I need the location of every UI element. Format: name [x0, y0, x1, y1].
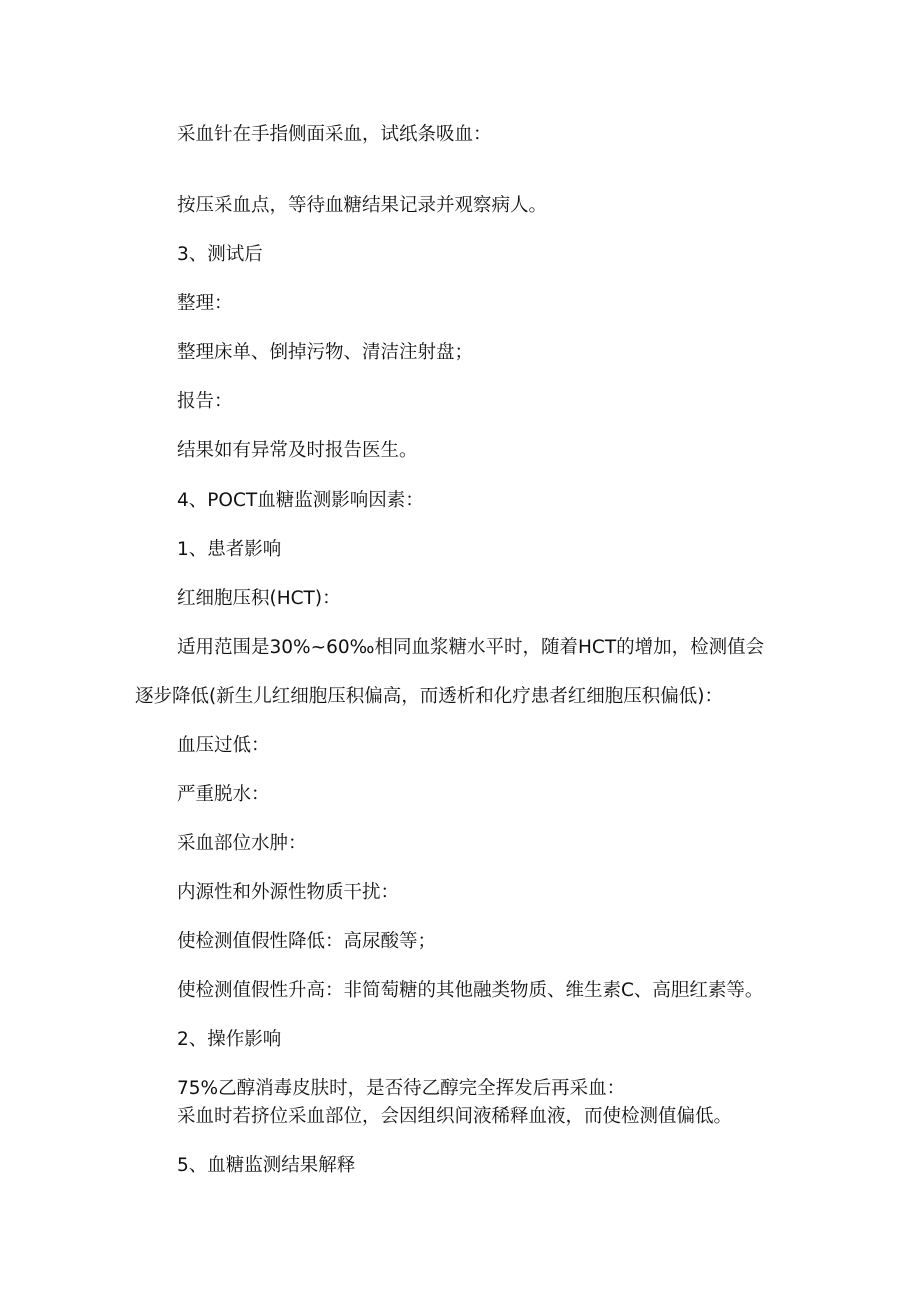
text-line: 使检测值假性降低：高尿酸等；	[177, 931, 437, 952]
text-line: 结果如有异常及时报告医生。	[177, 440, 418, 461]
subsection-heading: 1、患者影响	[177, 539, 282, 560]
text-line: 75%乙醇消毒皮肤时，是否待乙醇完全挥发后再采血：	[177, 1078, 626, 1099]
text-line: 采血针在手指侧面采血，试纸条吸血：	[177, 124, 492, 145]
text-line: 内源性和外源性物质干扰：	[177, 882, 400, 903]
section-heading: 4、POCT血糖监测影响因素：	[177, 490, 424, 511]
text-line: 严重脱水：	[177, 784, 270, 805]
text-line: 使检测值假性升高：非简萄糖的其他融类物质、维生素C、高胆红素等。	[177, 980, 764, 1001]
text-line: 适用范围是30%~60‰相同血浆糖水平时，随着HCT的增加，检测值会	[177, 637, 765, 658]
text-line: 逐步降低(新生儿红细胞压积偏高，而透析和化疗患者红细胞压积偏低)：	[135, 686, 723, 707]
text-line: 红细胞压积(HCT)：	[177, 588, 341, 609]
text-line: 采血时若挤位采血部位，会因组织间液稀释血液，而使检测值偏低。	[177, 1106, 733, 1127]
text-line: 整理：	[177, 293, 233, 314]
text-line: 整理床单、倒掉污物、清洁注射盘；	[177, 342, 474, 363]
text-line: 血压过低：	[177, 735, 270, 756]
subsection-heading: 2、操作影响	[177, 1029, 282, 1050]
section-heading: 5、血糖监测结果解释	[177, 1155, 356, 1176]
text-line: 采血部位水肿：	[177, 833, 307, 854]
section-heading: 3、测试后	[177, 244, 263, 265]
text-line: 报告：	[177, 391, 233, 412]
text-line: 按压采血点，等待血糖结果记录并观察病人。	[177, 195, 548, 216]
